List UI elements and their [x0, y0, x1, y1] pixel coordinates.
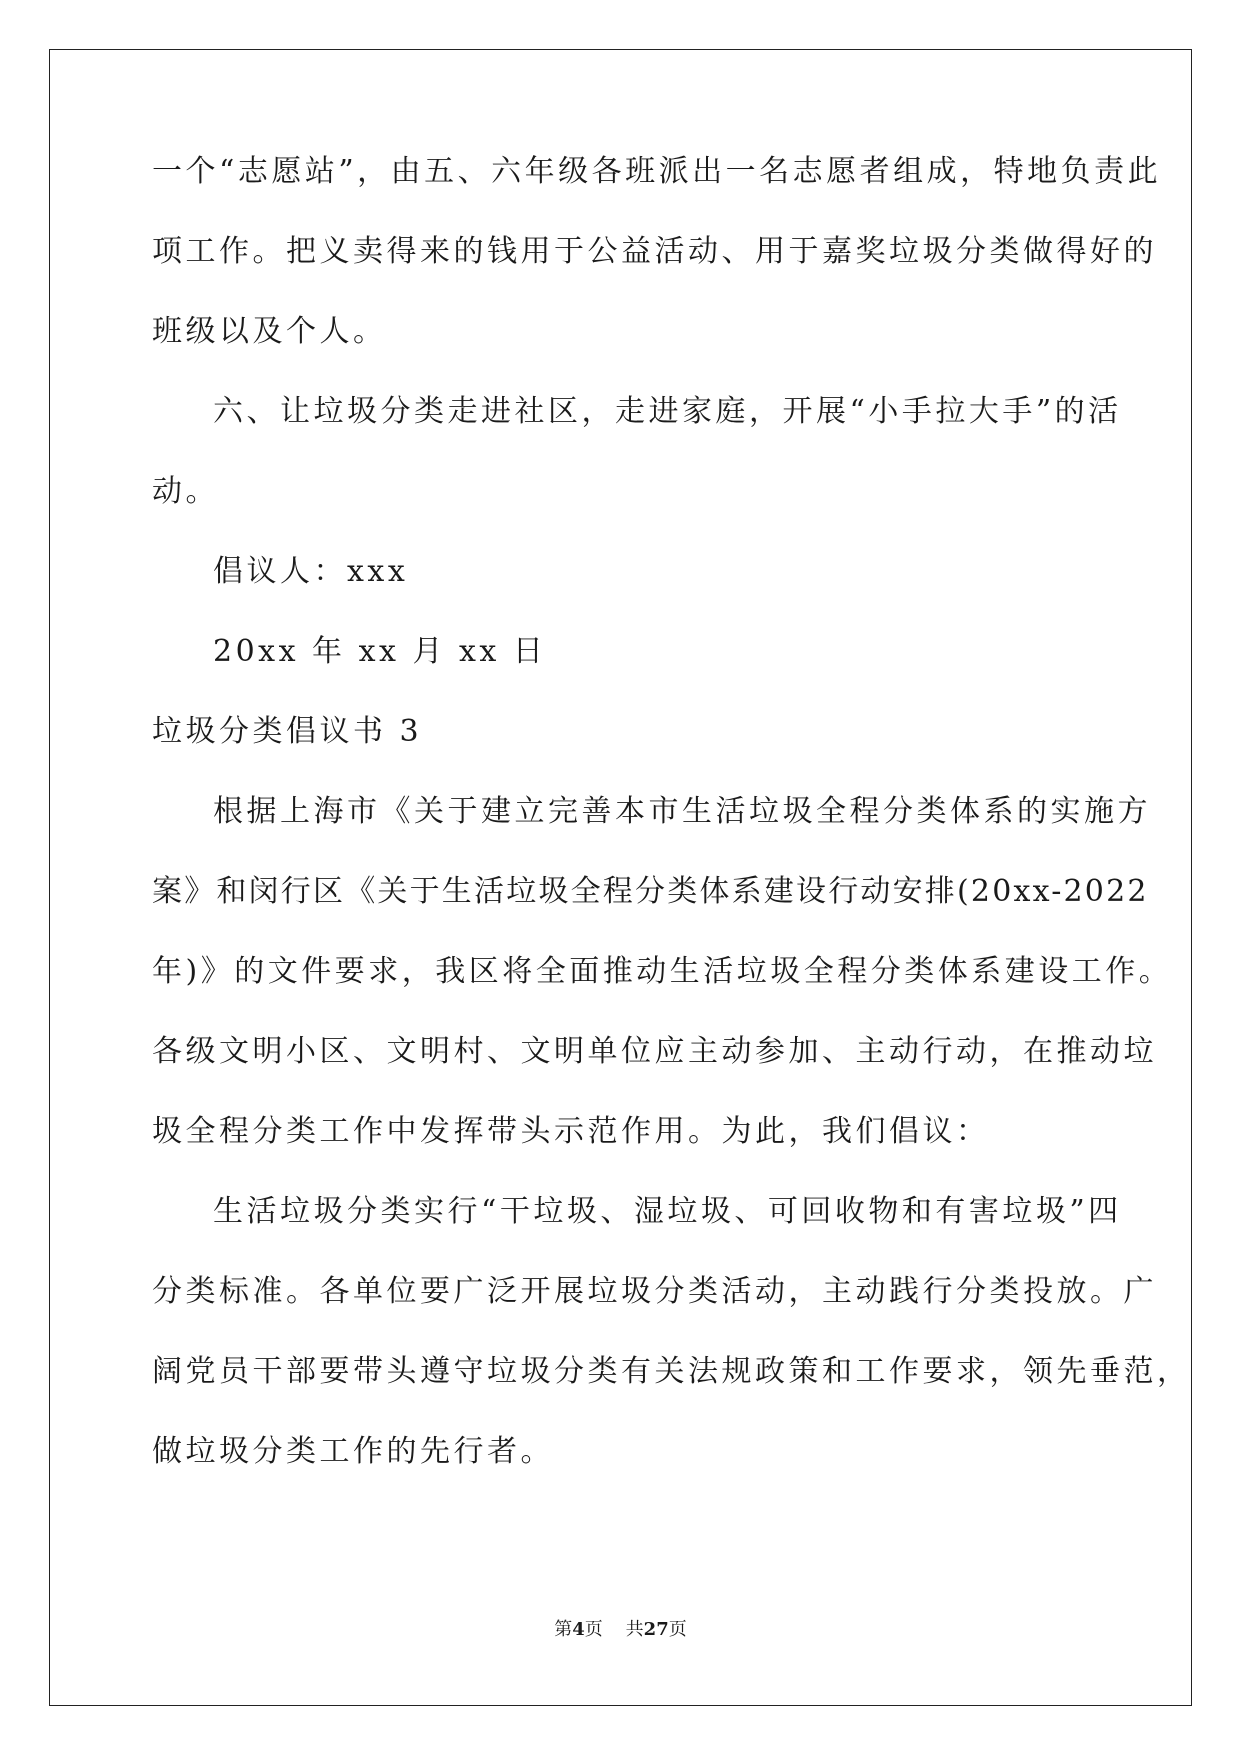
body-line-16: 阔党员干部要带头遵守垃圾分类有关法规政策和工作要求，领先垂范， [152, 1354, 1191, 1389]
body-line-2: 项工作。把义卖得来的钱用于公益活动、用于嘉奖垃圾分类做得好的 [152, 234, 1157, 269]
total-pages: 27 [643, 1619, 669, 1640]
body-line-9: 根据上海市《关于建立完善本市生活垃圾全程分类体系的实施方 [213, 794, 1151, 829]
page-footer [0, 1618, 1241, 1642]
body-line-3: 班级以及个人。 [152, 314, 387, 349]
body-line-17: 做垃圾分类工作的先行者。 [152, 1434, 554, 1469]
total-prefix: 共 [625, 1619, 644, 1640]
body-line-5: 动。 [152, 474, 219, 509]
body-line-13: 圾全程分类工作中发挥带头示范作用。为此，我们倡议： [152, 1114, 990, 1149]
page-suffix: 页 [584, 1619, 603, 1640]
body-line-4: 六、让垃圾分类走进社区，走进家庭，开展“小手拉大手”的活 [213, 394, 1122, 429]
body-line-10: 案》和闵行区《关于生活垃圾全程分类体系建设行动安排(20xx-2022 [152, 874, 1149, 909]
body-line-12: 各级文明小区、文明村、文明单位应主动参加、主动行动，在推动垃 [152, 1034, 1157, 1069]
date-line: 20xx 年 xx 月 xx 日 [213, 634, 547, 669]
body-line-1: 一个“志愿站”，由五、六年级各班派出一名志愿者组成，特地负责此 [152, 154, 1162, 189]
page-number: 4 [572, 1619, 585, 1640]
body-line-14: 生活垃圾分类实行“干垃圾、湿垃圾、可回收物和有害垃圾”四 [213, 1194, 1122, 1229]
proposer-line: 倡议人：xxx [213, 554, 409, 589]
section-heading: 垃圾分类倡议书 3 [152, 714, 423, 749]
body-line-15: 分类标准。各单位要广泛开展垃圾分类活动，主动践行分类投放。广 [152, 1274, 1157, 1309]
total-suffix: 页 [668, 1619, 687, 1640]
body-line-11: 年)》的文件要求，我区将全面推动生活垃圾全程分类体系建设工作。 [152, 954, 1173, 989]
page-prefix: 第 [554, 1619, 573, 1640]
